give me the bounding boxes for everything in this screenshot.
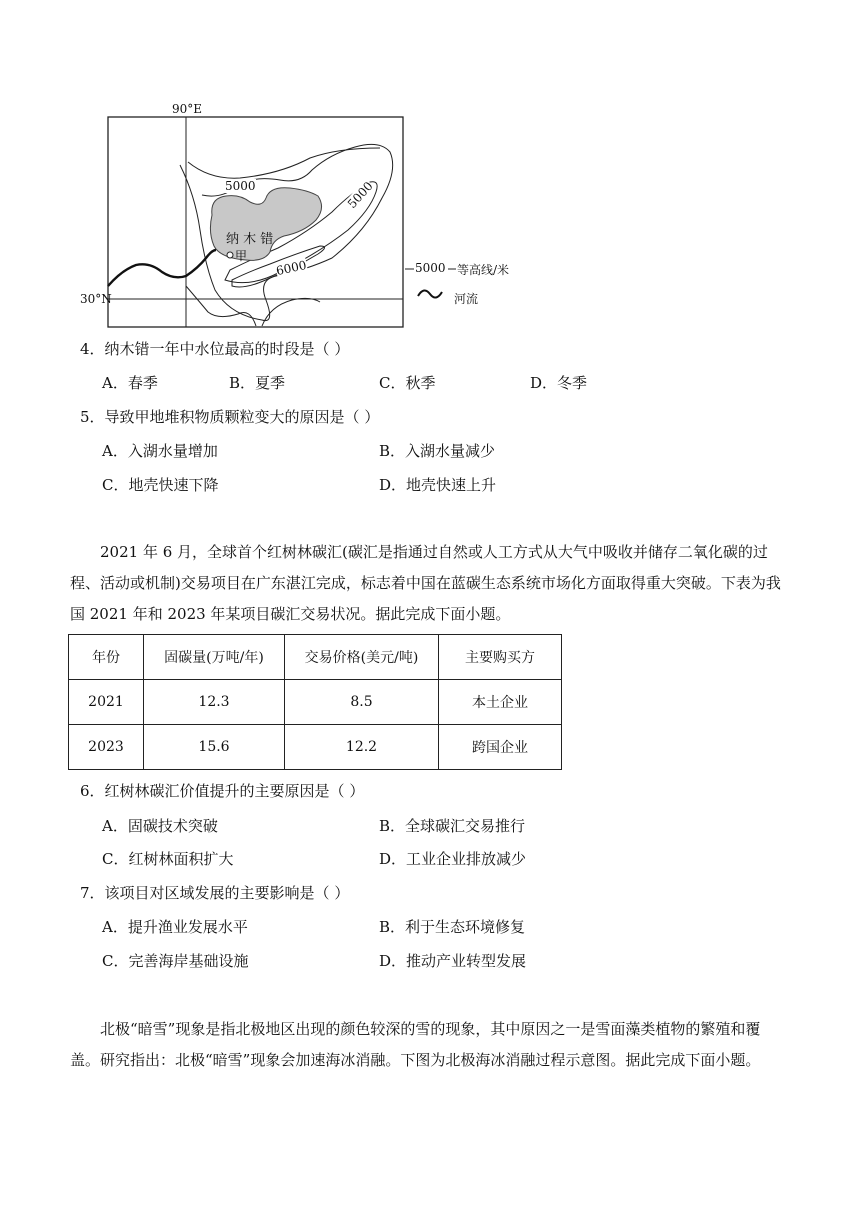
legend-contour-value: 5000 [415,261,446,275]
question-4-stem: 4．纳木错一年中水位最高的时段是（ ） [80,340,350,358]
passage-dark-snow: 北极“暗雪”现象是指北极地区出现的颜色较深的雪的现象，其中原因之一是雪面藻类植物的繁殖和覆盖。研究指出：北极“暗雪”现象会加速海冰消融。下图为北极海冰消融过程示意图。据此完成下面小题。 [70,1020,761,1069]
contour-5000-top [188,148,380,178]
latitude-label: 30°N [80,292,112,306]
table-cell: 8.5 [285,680,439,725]
q5-option-c[interactable]: C．地壳快速下降 [102,476,219,494]
river [108,250,216,286]
point-jia-label: 甲 [235,249,248,263]
table-cell: 2023 [69,725,144,770]
contour-label-5000-a: 5000 [225,179,256,193]
question-5-stem: 5．导致甲地堆积物质颗粒变大的原因是（ ） [80,408,380,426]
q7-option-a[interactable]: A．提升渔业发展水平 [102,918,248,936]
table-header-cell: 固碳量(万吨/年) [144,635,285,680]
question-6-stem: 6．红树林碳汇价值提升的主要原因是（ ） [80,782,365,800]
carbon-trade-table [68,634,562,770]
table-cell: 本土企业 [439,680,562,725]
table-row [69,680,562,725]
contour-label-5000-b: 5000 [344,178,376,212]
passage-mangrove: 2021 年 6 月，全球首个红树林碳汇(碳汇是指通过自然或人工方式从大气中吸收并储存二氧化碳的过程、活动或机制)交易项目在广东湛江完成，标志着中国在蓝碳生态系统市场化方面取得重大突破。下表为我国 2021 年和 2023 年某项目碳汇交易状况。据此完成下面小题。 [70,543,781,623]
point-jia-marker [227,252,233,258]
legend-river-text: 河流 [454,292,479,306]
q5-option-d[interactable]: D．地壳快速上升 [379,476,497,494]
contour-right [262,298,320,326]
lake-shape [210,188,321,261]
table-header-cell: 主要购买方 [439,635,562,680]
q6-option-d[interactable]: D．工业企业排放减少 [379,850,527,868]
legend-contour-text: 等高线/米 [457,263,510,277]
table-cell: 15.6 [144,725,285,770]
table-header-cell: 交易价格(美元/吨) [285,635,439,680]
q6-option-a[interactable]: A．固碳技术突破 [102,817,218,835]
q5-option-b[interactable]: B．入湖水量减少 [379,442,496,460]
table-cell: 2021 [69,680,144,725]
longitude-label: 90°E [172,102,203,116]
q7-option-d[interactable]: D．推动产业转型发展 [379,952,527,970]
table-header-row [69,635,562,680]
q4-option-d[interactable]: D．冬季 [530,374,588,392]
lake-label: 纳 木 错 [226,232,274,247]
q7-option-b[interactable]: B．利于生态环境修复 [379,918,526,936]
table-header-cell: 年份 [69,635,144,680]
contour-label-6000: 6000 [274,257,308,279]
map-svg [80,100,500,332]
table-cell: 跨国企业 [439,725,562,770]
table-cell: 12.3 [144,680,285,725]
q6-option-b[interactable]: B．全球碳汇交易推行 [379,817,526,835]
contour-lower [186,286,256,326]
question-7-stem: 7．该项目对区域发展的主要影响是（ ） [80,884,350,902]
q4-option-a[interactable]: A．春季 [102,374,158,392]
table-row [69,725,562,770]
legend-river-symbol [418,290,442,297]
map-figure [80,100,510,332]
q4-option-b[interactable]: B．夏季 [229,374,286,392]
q7-option-c[interactable]: C．完善海岸基础设施 [102,952,249,970]
q4-option-c[interactable]: C．秋季 [379,374,436,392]
table-cell: 12.2 [285,725,439,770]
q6-option-c[interactable]: C．红树林面积扩大 [102,850,234,868]
q5-option-a[interactable]: A．入湖水量增加 [102,442,218,460]
